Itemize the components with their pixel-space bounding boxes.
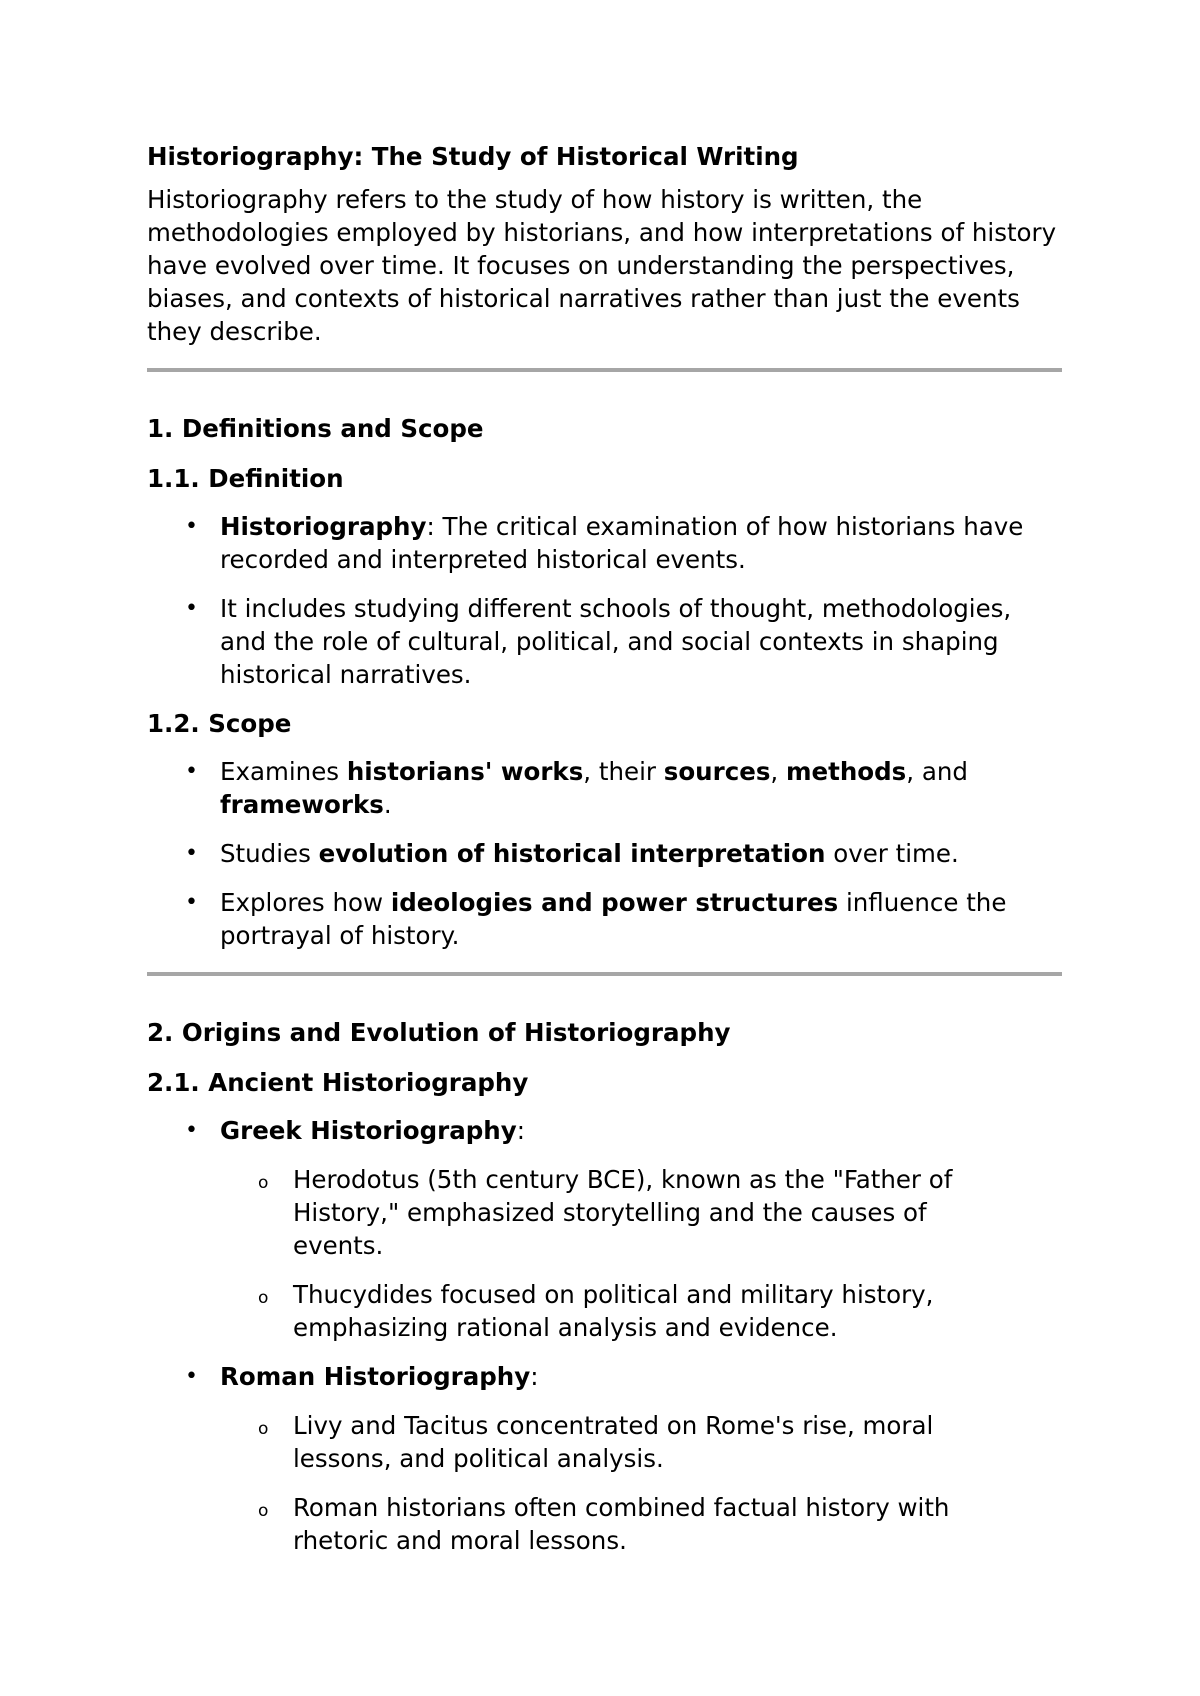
- bullet-icon: •: [185, 596, 198, 621]
- term-historiography: Historiography: [220, 512, 427, 541]
- bullet-icon: •: [185, 1364, 198, 1389]
- list-item: • Examines historians' works, their sources, methods, and frameworks.: [185, 757, 968, 819]
- bullet-icon: •: [185, 1118, 198, 1143]
- circle-bullet-icon: o: [258, 1288, 269, 1308]
- subsection-heading-ancient: 2.1. Ancient Historiography: [147, 1068, 529, 1097]
- list-item: • Greek Historiography: o Herodotus (5th century BCE), known as the "Father of History," emphasized storytelling and the causes of events. o Thucydides focused on political and military history, emphasizing rational analysis and evidence.: [147, 1114, 1062, 1344]
- circle-bullet-icon: o: [258, 1501, 269, 1521]
- list-item: • Studies evolution of historical interpretation over time.: [185, 839, 959, 868]
- sub-list-item: o Herodotus (5th century BCE), known as the "Father of History," emphasized storytelling and the causes of events.: [258, 1165, 953, 1260]
- horizontal-rule: [147, 972, 1062, 976]
- sub-list-item: o Thucydides focused on political and military history, emphasizing rational analysis and evidence.: [258, 1280, 934, 1342]
- subsection-heading-definition: 1.1. Definition: [147, 464, 344, 493]
- document-page: [147, 140, 1062, 1573]
- horizontal-rule: [147, 368, 1062, 372]
- bullet-icon: •: [185, 841, 198, 866]
- greek-historiography-label: Greek Historiography: [220, 1116, 517, 1145]
- definition-list: [147, 510, 1062, 691]
- document-title: Historiography: The Study of Historical Writing: [147, 142, 799, 171]
- roman-historiography-label: Roman Historiography: [220, 1362, 531, 1391]
- sub-list-item: o Livy and Tacitus concentrated on Rome's rise, moral lessons, and political analysis.: [258, 1411, 934, 1473]
- sub-list-item: o Roman historians often combined factual history with rhetoric and moral lessons.: [258, 1493, 950, 1555]
- list-item: • It includes studying different schools of thought, methodologies, and the role of cultural, political, and social contexts in shaping historical narratives.: [185, 594, 1012, 689]
- circle-bullet-icon: o: [258, 1173, 269, 1193]
- section-heading-definitions-scope: 1. Definitions and Scope: [147, 414, 484, 443]
- section-heading-origins-evolution: 2. Origins and Evolution of Historiography: [147, 1018, 731, 1047]
- list-item: • Historiography: The critical examination of how historians have recorded and interpreted historical events.: [185, 512, 1024, 574]
- scope-list: [147, 755, 1062, 952]
- ancient-list: [147, 1114, 1062, 1557]
- greek-sublist: [220, 1163, 1062, 1344]
- subsection-heading-scope: 1.2. Scope: [147, 709, 292, 738]
- list-item: • Explores how ideologies and power structures influence the portrayal of history.: [185, 888, 1007, 950]
- bullet-icon: •: [185, 514, 198, 539]
- list-item: • Roman Historiography: o Livy and Tacitus concentrated on Rome's rise, moral lessons, and political analysis. o Roman historians often combined factual history with rhetoric and moral lessons.: [147, 1360, 1062, 1557]
- circle-bullet-icon: o: [258, 1419, 269, 1439]
- bullet-icon: •: [185, 890, 198, 915]
- bullet-icon: •: [185, 759, 198, 784]
- intro-paragraph: Historiography refers to the study of how history is written, the methodologies employed by historians, and how interpretations of history have evolved over time. It focuses on understanding the perspectives, biases, and contexts of historical narratives rather than just the events they describe.: [147, 185, 1057, 346]
- roman-sublist: [220, 1409, 1062, 1557]
